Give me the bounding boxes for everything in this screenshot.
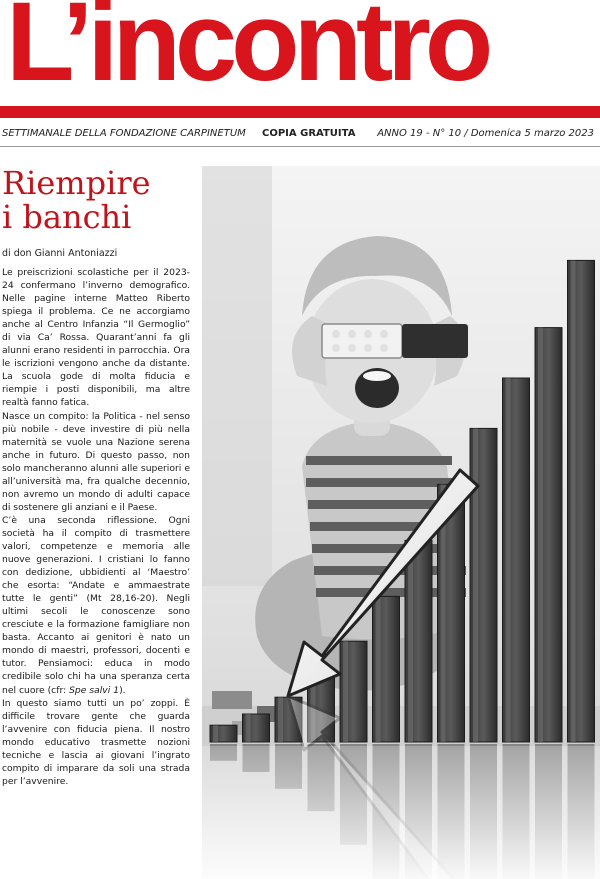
dark-lego-brick <box>402 324 468 358</box>
issue-info: ANNO 19 - N° 10 / Domenica 5 marzo 2023 <box>377 128 594 139</box>
masthead-red-rule <box>0 106 600 118</box>
white-lego-brick <box>322 324 402 358</box>
growth-bar-highlight <box>213 725 218 742</box>
growth-bar-highlight <box>408 540 413 742</box>
paragraph-1: Le preiscrizioni scolastiche per il 2023-24 confermano l’inverno demografico. Nelle pagine interne Matteo Riberto spiega il problema. Ce ne accorgiamo anche al Centro Infanzia “Il Germoglio” di via Ca’ Rossa. Quarant’anni fa gli alunni erano residenti in parrocchia. Ora le iscrizioni vengono anche da distante. La scuola gode di molta fiducia e riempie i posti disponibili, ma altre realtà fanno fatica. <box>2 267 190 409</box>
article-title-line1: Riempire <box>2 164 151 202</box>
growth-bar-highlight <box>343 641 348 742</box>
growth-bar-highlight <box>246 714 251 742</box>
growth-bar-highlight <box>278 697 283 742</box>
free-copy-label: COPIA GRATUITA <box>262 128 356 139</box>
paragraph-3-text-a: C’è una seconda riflessione. Ogni società ha il compito di trasmettere valori, competenze e memoria alle nuove generazioni. I cristiani lo fanno con dedizione, ubbidienti al ‘Maestro’ che esorta: “Andate e ammaestrate tutte le genti” (Mt 28,16-20). Negli ultimi secoli le conoscenze sono cresciute e la formazione famigliare non basta. Accanto ai genitori è nato un mondo di maestri, professori, docenti e tutor. Pensiamoci: educa in modo credibile solo chi ha una speranza certa nel cuore (cfr: <box>2 514 190 696</box>
cover-photo-illustration <box>202 166 600 879</box>
article-body <box>2 266 190 788</box>
growth-bar-highlight <box>376 596 381 742</box>
newspaper-logo: L’incontro <box>6 0 488 104</box>
paragraph-4: In questo siamo tutti un po’ zoppi. È difficile trovare gente che guarda l’avvenire con fiducia piena. Il nostro mondo educativo trasmette nozioni tecniche e lascia ai giovani l’ingrato compito di imparare da soli una strada per l’avvenire. <box>2 697 190 787</box>
paragraph-2: Nasce un compito: la Politica - nel senso più nobile - deve investire di più nella maternità se vuole una Nazione serena anche in futuro. Di questo passo, non solo mancheranno alunni alle superiori e all’università ma, fra qualche decennio, non avremo un mondo di adulti capace di sostenere gli anziani e il Paese. <box>2 410 190 513</box>
masthead <box>0 0 600 139</box>
paragraph-3-text-b: ). <box>119 684 126 696</box>
article-title <box>2 166 202 234</box>
cover-photo <box>202 166 600 879</box>
paragraph-3 <box>2 514 190 697</box>
growth-bar-highlight <box>571 260 576 742</box>
growth-bar-highlight <box>538 328 543 742</box>
paragraph-3-citation: Spe salvi 1 <box>69 684 120 696</box>
growth-bar-highlight <box>473 428 478 742</box>
background-curtain <box>202 166 272 586</box>
article-byline: di don Gianni Antoniazzi <box>2 248 118 259</box>
reflection-fade <box>202 746 600 879</box>
masthead-tagline: SETTIMANALE DELLA FONDAZIONE CARPINETUM <box>2 128 246 139</box>
masthead-divider <box>0 146 600 147</box>
growth-bar-highlight <box>506 378 511 742</box>
article-title-line2: i banchi <box>2 198 132 236</box>
teeth <box>363 371 391 381</box>
